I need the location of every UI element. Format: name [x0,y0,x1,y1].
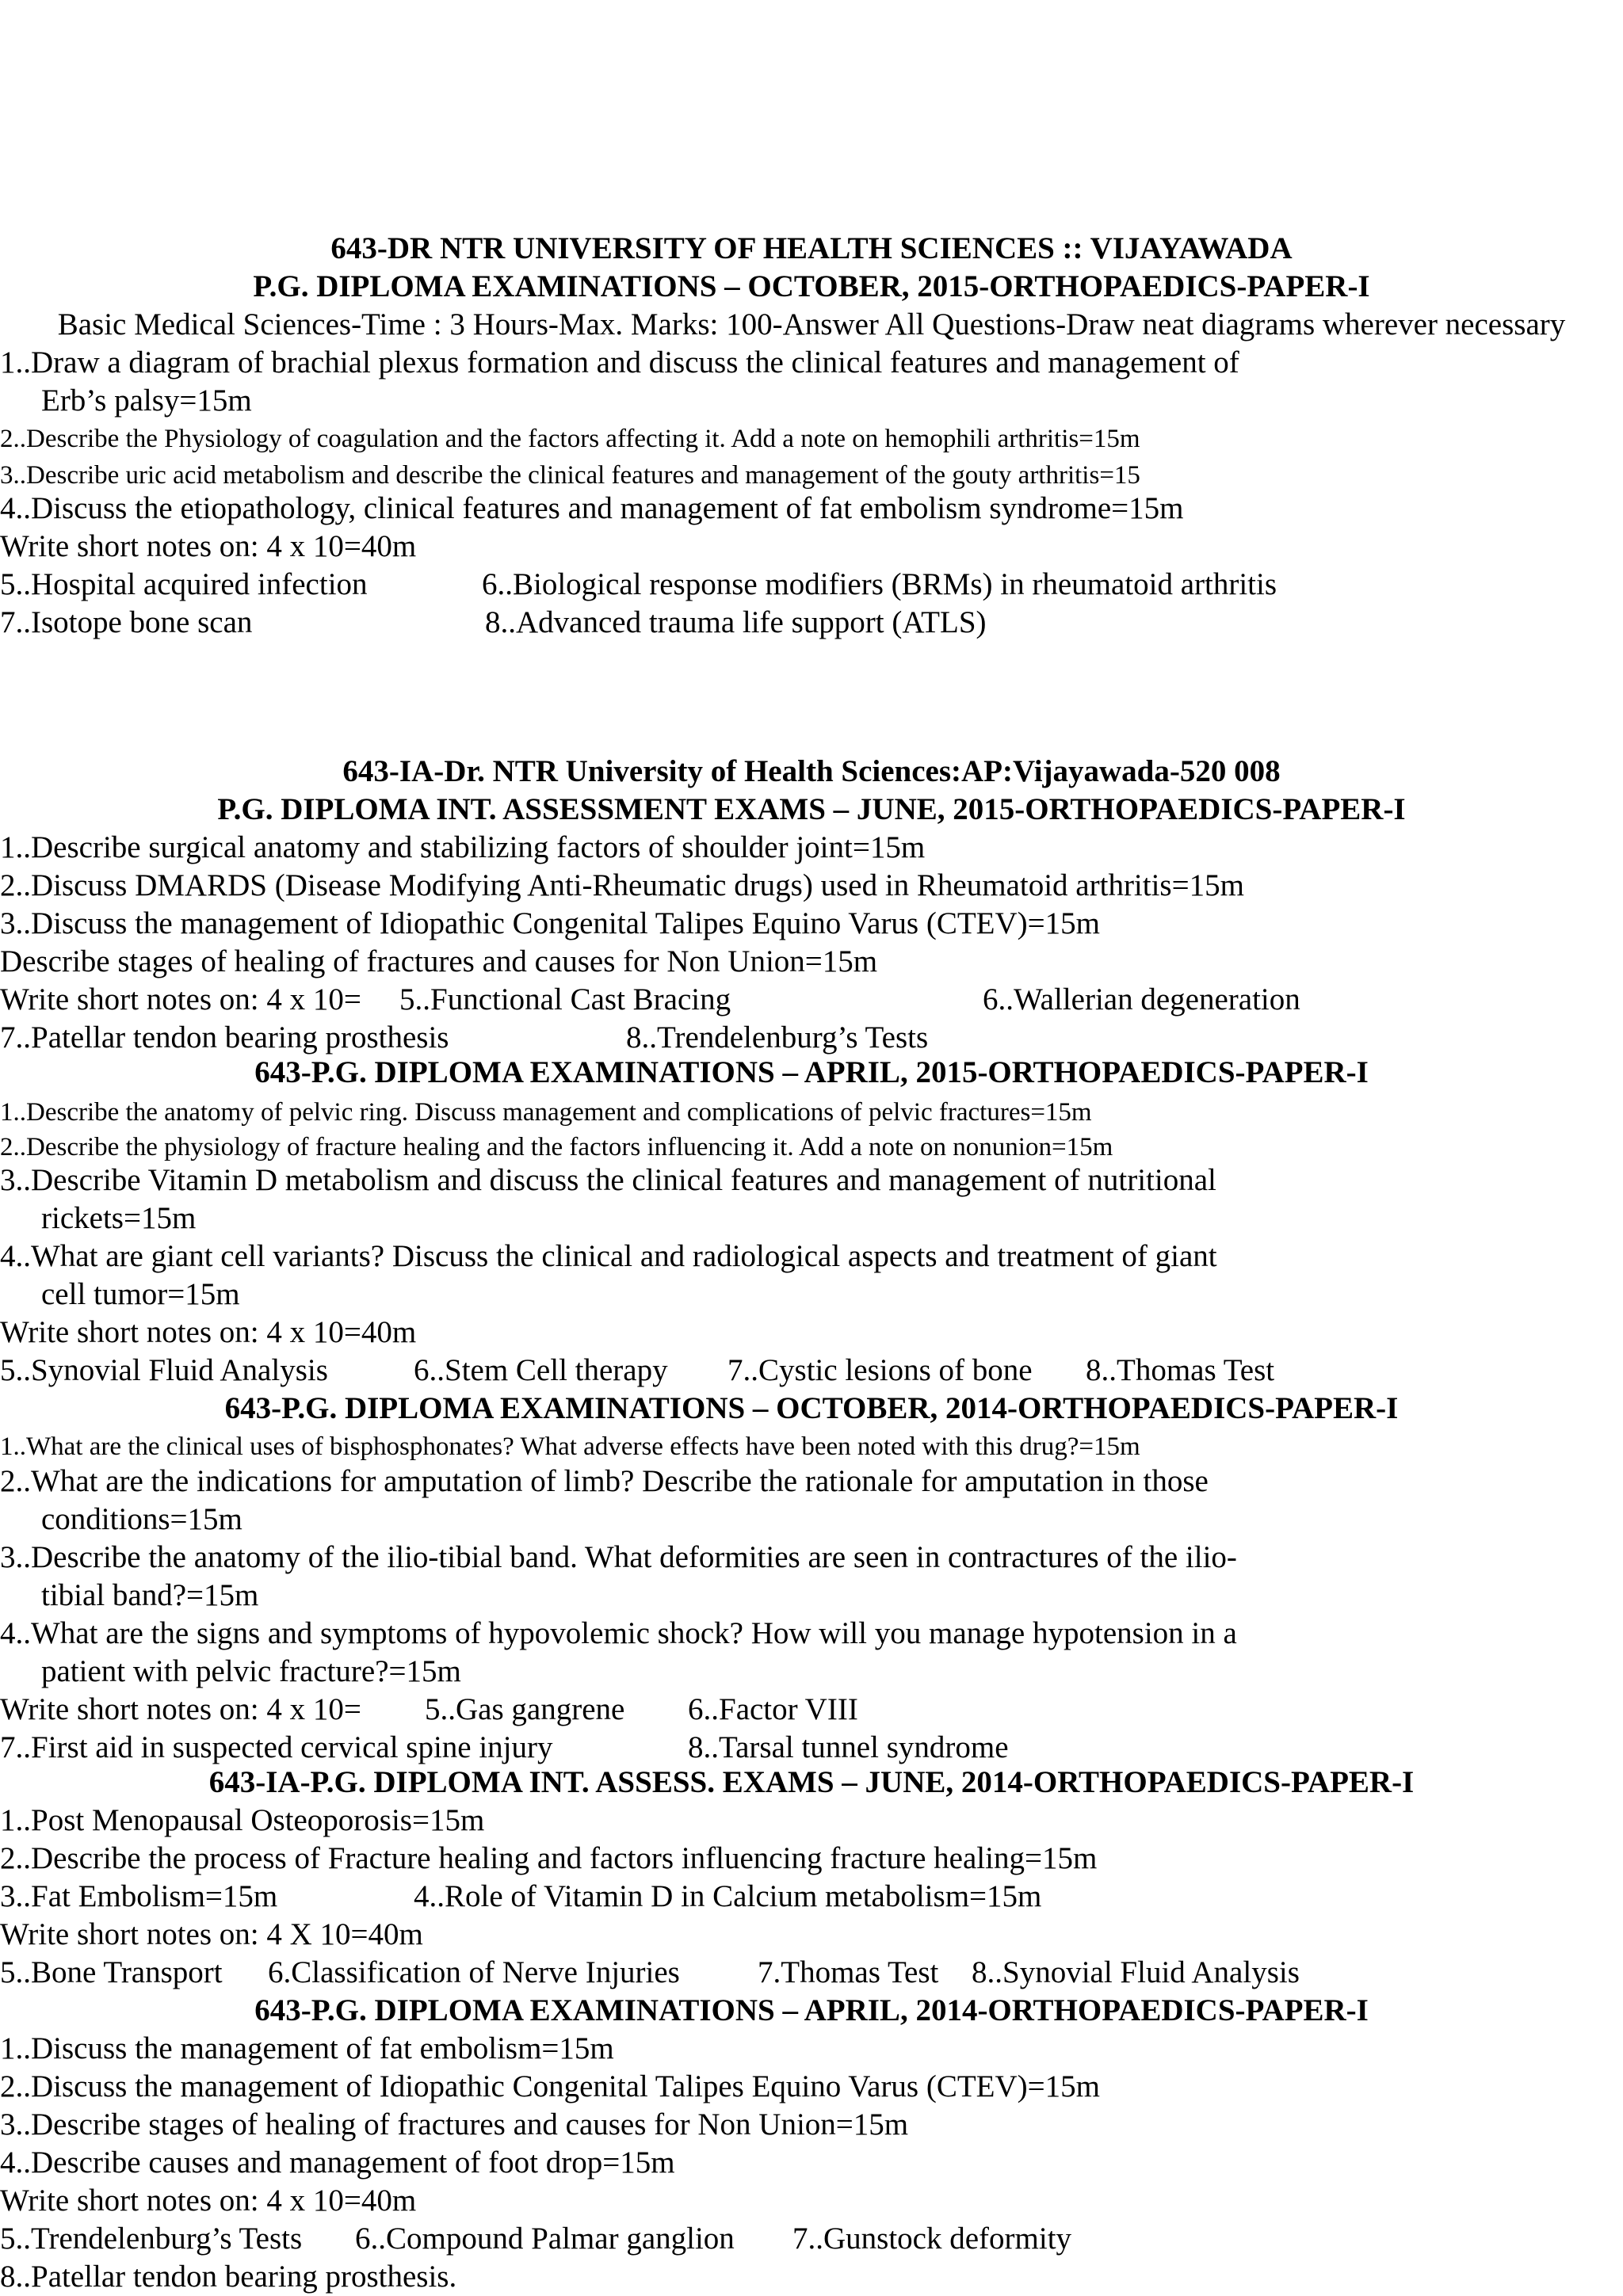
question-1: 1..Describe surgical anatomy and stabilizing factors of shoulder joint=15m [0,830,926,864]
short-note-5: 5..Bone Transport [0,1955,223,1989]
exam-title-apr-2014: 643-P.G. DIPLOMA EXAMINATIONS – APRIL, 2014-ORTHOPAEDICS-PAPER-I [254,1993,1369,2027]
question-4: 4..Discuss the etiopathology, clinical features and management of fat embolism syndrome=15m [0,491,1184,525]
question-2: 2..Discuss DMARDS (Disease Modifying Anti-Rheumatic drugs) used in Rheumatoid arthritis=15m [0,868,1244,902]
short-note-8: 8..Advanced trauma life support (ATLS) [485,605,987,639]
question-3: 3..Describe stages of healing of fractures and causes for Non Union=15m [0,2107,909,2142]
short-note-8: 8..Synovial Fluid Analysis [972,1955,1300,1989]
short-note-8: 8..Trendelenburg’s Tests [626,1020,929,1055]
exam-title-jun-2014: 643-IA-P.G. DIPLOMA INT. ASSESS. EXAMS – JUNE, 2014-ORTHOPAEDICS-PAPER-I [208,1765,1415,1799]
question-3: 3..Discuss the management of Idiopathic Congenital Talipes Equino Varus (CTEV)=15m [0,906,1100,940]
short-note-7: 7..First aid in suspected cervical spine injury [0,1730,553,1764]
short-notes-heading: Write short notes on: 4 x 10=40m [0,1315,417,1349]
short-note-8: 8..Tarsal tunnel syndrome [688,1730,1009,1764]
question-2: 2..Describe the physiology of fracture healing and the factors influencing it. Add a note on nonunion=15m [0,1133,1113,1161]
question-3-continued: rickets=15m [41,1201,197,1235]
question-2: 2..What are the indications for amputation of limb? Describe the rationale for amputation in those [0,1464,1209,1498]
short-note-6: 6.Classification of Nerve Injuries [268,1955,680,1989]
short-note-7: 7..Isotope bone scan [0,605,253,639]
question-3: 3..Describe Vitamin D metabolism and discuss the clinical features and management of nutritional [0,1163,1216,1197]
exam-title-jun-2015: P.G. DIPLOMA INT. ASSESSMENT EXAMS – JUNE, 2015-ORTHOPAEDICS-PAPER-I [217,792,1406,826]
short-note-6: 6..Wallerian degeneration [983,982,1300,1016]
question-4-continued: patient with pelvic fracture?=15m [41,1654,461,1688]
short-note-5: 5..Functional Cast Bracing [399,982,731,1016]
question-1: 1..Describe the anatomy of pelvic ring. Discuss management and complications of pelvic fractures=15m [0,1098,1092,1127]
question-1: 1..Post Menopausal Osteoporosis=15m [0,1803,485,1837]
short-note-8: 8..Patellar tendon bearing prosthesis. [0,2260,457,2294]
short-note-8: 8..Thomas Test [1086,1353,1275,1387]
question-3: 3..Fat Embolism=15m [0,1879,278,1913]
short-note-5: 5..Gas gangrene [425,1692,625,1726]
question-3-continued: tibial band?=15m [41,1578,259,1612]
exam-title-oct-2015: P.G. DIPLOMA EXAMINATIONS – OCTOBER, 2015-ORTHOPAEDICS-PAPER-I [253,269,1370,303]
question-4: 4..Role of Vitamin D in Calcium metabolism=15m [414,1879,1042,1913]
question-3: 3..Describe uric acid metabolism and describe the clinical features and management of the gouty arthritis=15 [0,461,1140,490]
question-2: 2..Describe the process of Fracture healing and factors influencing fracture healing=15m [0,1841,1098,1875]
short-notes-heading: Write short notes on: 4 x 10=40m [0,2183,417,2218]
question-2: 2..Discuss the management of Idiopathic Congenital Talipes Equino Varus (CTEV)=15m [0,2069,1100,2103]
short-notes-heading: Write short notes on: 4 x 10= [0,982,361,1016]
question-3: 3..Describe the anatomy of the ilio-tibial band. What deformities are seen in contractures of the ilio- [0,1540,1237,1574]
short-note-6: 6..Stem Cell therapy [414,1353,668,1387]
short-note-6: 6..Compound Palmar ganglion [355,2222,735,2256]
question-1-continued: Erb’s palsy=15m [41,383,252,418]
question-1: 1..Draw a diagram of brachial plexus formation and discuss the clinical features and management of [0,345,1239,379]
short-note-7: 7.Thomas Test [758,1955,939,1989]
short-note-7: 7..Patellar tendon bearing prosthesis [0,1020,449,1055]
exam-instructions: Basic Medical Sciences-Time : 3 Hours-Max. Marks: 100-Answer All Questions-Draw neat diagrams wherever necessary [57,307,1566,341]
question-4-continued: cell tumor=15m [41,1277,240,1311]
question-4: 4..What are giant cell variants? Discuss the clinical and radiological aspects and treatment of giant [0,1239,1217,1273]
exam-title-apr-2015: 643-P.G. DIPLOMA EXAMINATIONS – APRIL, 2015-ORTHOPAEDICS-PAPER-I [254,1055,1369,1089]
short-notes-heading: Write short notes on: 4 x 10= [0,1692,361,1726]
question-4: 4..Describe causes and management of foot drop=15m [0,2145,675,2180]
question-2-continued: conditions=15m [41,1502,242,1536]
exam-title-oct-2014: 643-P.G. DIPLOMA EXAMINATIONS – OCTOBER, 2014-ORTHOPAEDICS-PAPER-I [224,1391,1399,1425]
short-note-5: 5..Trendelenburg’s Tests [0,2222,303,2256]
question-1: 1..Discuss the management of fat embolism=15m [0,2031,614,2065]
short-note-5: 5..Hospital acquired infection [0,567,368,601]
exam-title-university-ia: 643-IA-Dr. NTR University of Health Sciences:AP:Vijayawada-520 008 [342,754,1281,788]
question-1: 1..What are the clinical uses of bisphosphonates? What adverse effects have been noted with this drug?=15m [0,1432,1140,1461]
short-note-7: 7..Cystic lesions of bone [727,1353,1033,1387]
exam-title-university: 643-DR NTR UNIVERSITY OF HEALTH SCIENCES :: VIJAYAWADA [330,231,1293,265]
short-note-6: 6..Biological response modifiers (BRMs) in rheumatoid arthritis [482,567,1277,601]
question-2: 2..Describe the Physiology of coagulation and the factors affecting it. Add a note on hemophili arthritis=15m [0,425,1140,453]
short-notes-heading: Write short notes on: 4 x 10=40m [0,529,417,563]
short-note-5: 5..Synovial Fluid Analysis [0,1353,328,1387]
short-notes-heading: Write short notes on: 4 X 10=40m [0,1917,423,1951]
short-note-7: 7..Gunstock deformity [792,2222,1072,2256]
short-note-6: 6..Factor VIII [688,1692,858,1726]
question-4: 4..What are the signs and symptoms of hypovolemic shock? How will you manage hypotension in a [0,1616,1237,1650]
question-4: Describe stages of healing of fractures and causes for Non Union=15m [0,944,878,978]
